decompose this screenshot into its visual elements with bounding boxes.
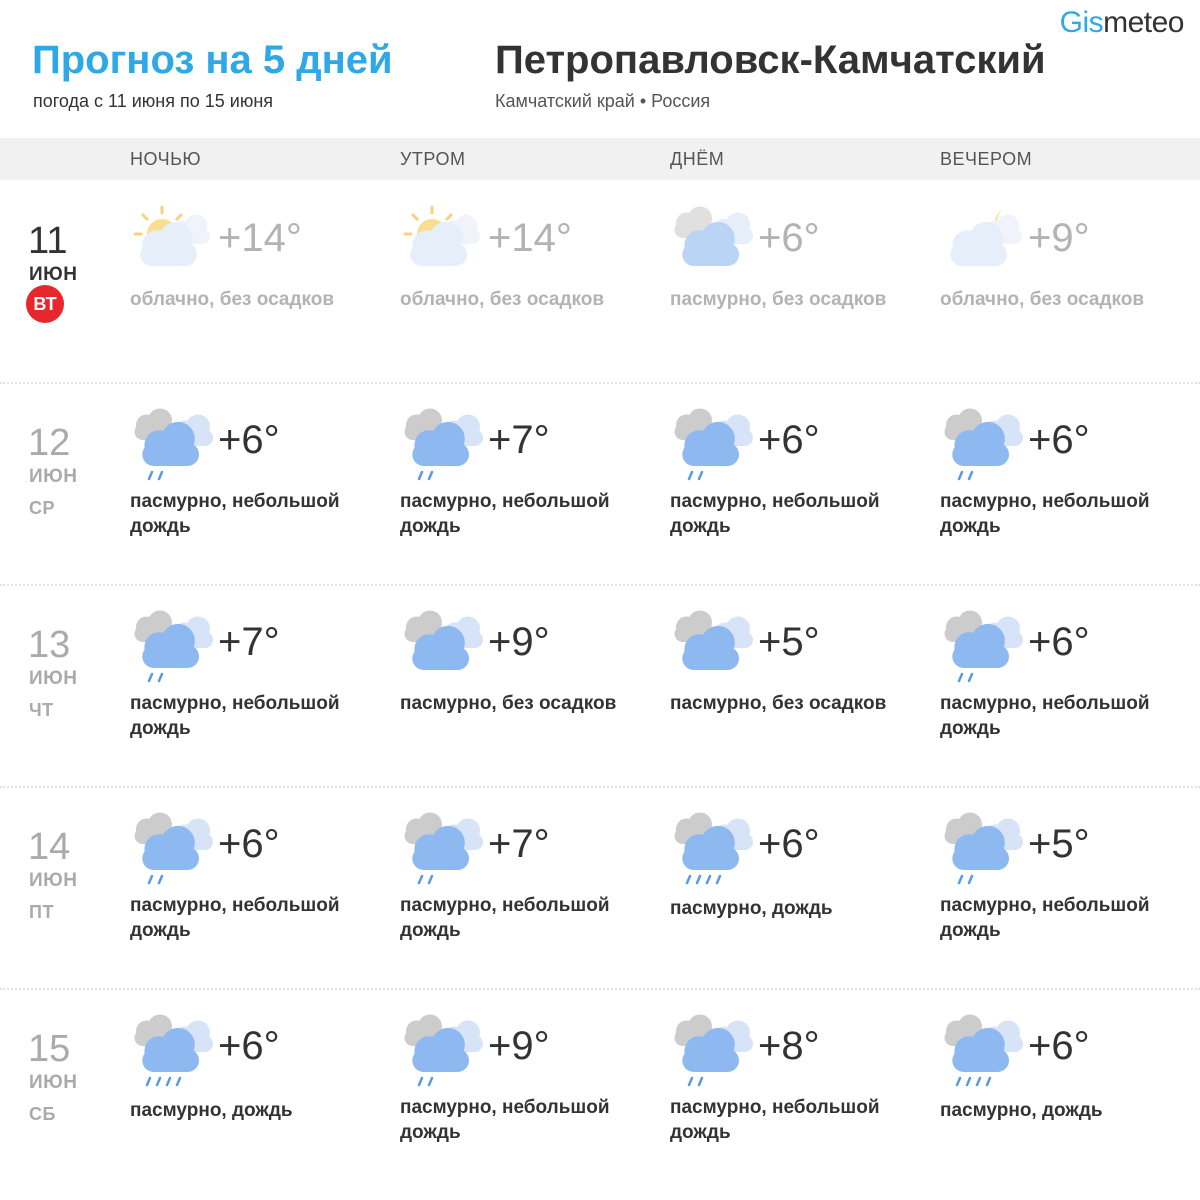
day-weekday: ПТ <box>29 902 54 922</box>
weather-description: пасмурно, небольшой дождь <box>670 491 880 537</box>
temperature: +9° <box>1028 216 1090 260</box>
overcast-icon <box>400 608 482 682</box>
date-range: погода с 11 июня по 15 июня <box>33 91 274 111</box>
partly-cloudy-night-icon <box>940 204 1022 278</box>
forecast-cell[interactable] <box>670 384 930 574</box>
weather-description: облачно, без осадков <box>130 289 335 310</box>
column-header-morning: УТРОМ <box>400 149 466 169</box>
weather-description: пасмурно, небольшой дождь <box>130 895 340 941</box>
forecast-cell[interactable] <box>400 182 660 372</box>
weather-description: пасмурно, дождь <box>940 1100 1103 1121</box>
forecast-cell[interactable] <box>940 990 1200 1180</box>
forecast-cell[interactable] <box>400 384 660 574</box>
forecast-cell[interactable] <box>130 182 390 372</box>
region-name: Камчатский край • Россия <box>495 91 711 111</box>
light-rain-icon <box>130 810 212 884</box>
temperature: +9° <box>488 620 550 664</box>
weather-description: пасмурно, дождь <box>670 898 833 919</box>
temperature: +6° <box>218 1024 280 1068</box>
column-header-night: НОЧЬЮ <box>130 149 202 169</box>
day-number: 15 <box>28 1028 71 1070</box>
forecast-cell[interactable] <box>670 586 930 776</box>
temperature: +6° <box>758 418 820 462</box>
page-title: Прогноз на 5 дней <box>32 38 393 82</box>
rain-icon <box>130 1012 212 1086</box>
temperature: +6° <box>758 216 820 260</box>
temperature: +6° <box>1028 418 1090 462</box>
temperature: +9° <box>488 1024 550 1068</box>
gismeteo-logo[interactable] <box>1060 6 1184 40</box>
weather-description: пасмурно, без осадков <box>670 693 887 714</box>
temperature: +6° <box>1028 620 1090 664</box>
temperature: +14° <box>488 216 572 260</box>
light-rain-icon <box>130 608 212 682</box>
weather-description: пасмурно, без осадков <box>400 693 617 714</box>
logo-part-gis: Gis <box>1059 6 1104 39</box>
light-rain-icon <box>130 406 212 480</box>
day-month: ИЮН <box>29 264 78 285</box>
light-rain-icon <box>940 608 1022 682</box>
weather-description: облачно, без осадков <box>400 289 605 310</box>
forecast-cell[interactable] <box>130 990 390 1180</box>
temperature: +6° <box>218 418 280 462</box>
forecast-cell[interactable] <box>400 788 660 978</box>
forecast-cell[interactable] <box>400 990 660 1180</box>
day-month: ИЮН <box>29 1072 78 1093</box>
forecast-row-14 <box>0 788 1200 990</box>
temperature: +6° <box>1028 1024 1090 1068</box>
day-month: ИЮН <box>29 668 78 689</box>
column-header-evening: ВЕЧЕРОМ <box>940 149 1033 169</box>
weather-description: пасмурно, небольшой дождь <box>130 693 340 739</box>
temperature: +14° <box>218 216 302 260</box>
temperature: +7° <box>488 822 550 866</box>
forecast-row-15 <box>0 990 1200 1192</box>
forecast-cell[interactable] <box>670 788 930 978</box>
day-number: 13 <box>28 624 71 666</box>
light-rain-icon <box>400 1012 482 1086</box>
partly-cloudy-day-icon <box>400 204 482 278</box>
light-rain-icon <box>940 406 1022 480</box>
light-rain-icon <box>670 406 752 480</box>
weather-description: пасмурно, небольшой дождь <box>130 491 340 537</box>
day-weekday: ЧТ <box>29 700 54 720</box>
overcast-icon <box>670 204 752 278</box>
day-weekday: СР <box>29 498 56 518</box>
temperature: +6° <box>218 822 280 866</box>
column-header-day: ДНЁМ <box>670 149 725 169</box>
partly-cloudy-day-icon <box>130 204 212 278</box>
forecast-cell[interactable] <box>670 990 930 1180</box>
light-rain-icon <box>400 406 482 480</box>
weather-description: пасмурно, без осадков <box>670 289 887 310</box>
weather-description: пасмурно, небольшой дождь <box>670 1097 880 1143</box>
rain-icon <box>940 1012 1022 1086</box>
day-weekday: СБ <box>29 1104 56 1124</box>
forecast-cell[interactable] <box>940 384 1200 574</box>
weather-description: облачно, без осадков <box>940 289 1145 310</box>
day-month: ИЮН <box>29 466 78 487</box>
city-name: Петропавловск-Камчатский <box>495 38 1046 82</box>
forecast-cell[interactable] <box>400 586 660 776</box>
today-weekday-badge: ВТ <box>26 285 64 323</box>
forecast-cell[interactable] <box>670 182 930 372</box>
forecast-cell[interactable] <box>130 586 390 776</box>
forecast-cell[interactable] <box>940 182 1200 372</box>
temperature: +5° <box>758 620 820 664</box>
day-number: 12 <box>28 422 71 464</box>
light-rain-icon <box>670 1012 752 1086</box>
temperature: +7° <box>218 620 280 664</box>
forecast-cell[interactable] <box>130 788 390 978</box>
day-number: 11 <box>28 220 68 262</box>
forecast-cell[interactable] <box>130 384 390 574</box>
weather-description: пасмурно, небольшой дождь <box>940 491 1150 537</box>
day-number: 14 <box>28 826 71 868</box>
temperature: +7° <box>488 418 550 462</box>
temperature: +6° <box>758 822 820 866</box>
overcast-icon <box>670 608 752 682</box>
light-rain-icon <box>940 810 1022 884</box>
weather-description: пасмурно, небольшой дождь <box>400 895 610 941</box>
day-month: ИЮН <box>29 870 78 891</box>
temperature: +5° <box>1028 822 1090 866</box>
weather-description: пасмурно, небольшой дождь <box>940 895 1150 941</box>
temperature: +8° <box>758 1024 820 1068</box>
forecast-row-13 <box>0 586 1200 788</box>
forecast-row-12 <box>0 384 1200 586</box>
rain-icon <box>670 810 752 884</box>
weather-description: пасмурно, дождь <box>130 1100 293 1121</box>
forecast-row-11 <box>0 182 1200 384</box>
weather-description: пасмурно, небольшой дождь <box>400 491 610 537</box>
forecast-cell[interactable] <box>940 586 1200 776</box>
forecast-cell[interactable] <box>940 788 1200 978</box>
light-rain-icon <box>400 810 482 884</box>
weather-description: пасмурно, небольшой дождь <box>400 1097 610 1143</box>
weather-description: пасмурно, небольшой дождь <box>940 693 1150 739</box>
logo-part-meteo: meteo <box>1103 6 1184 39</box>
